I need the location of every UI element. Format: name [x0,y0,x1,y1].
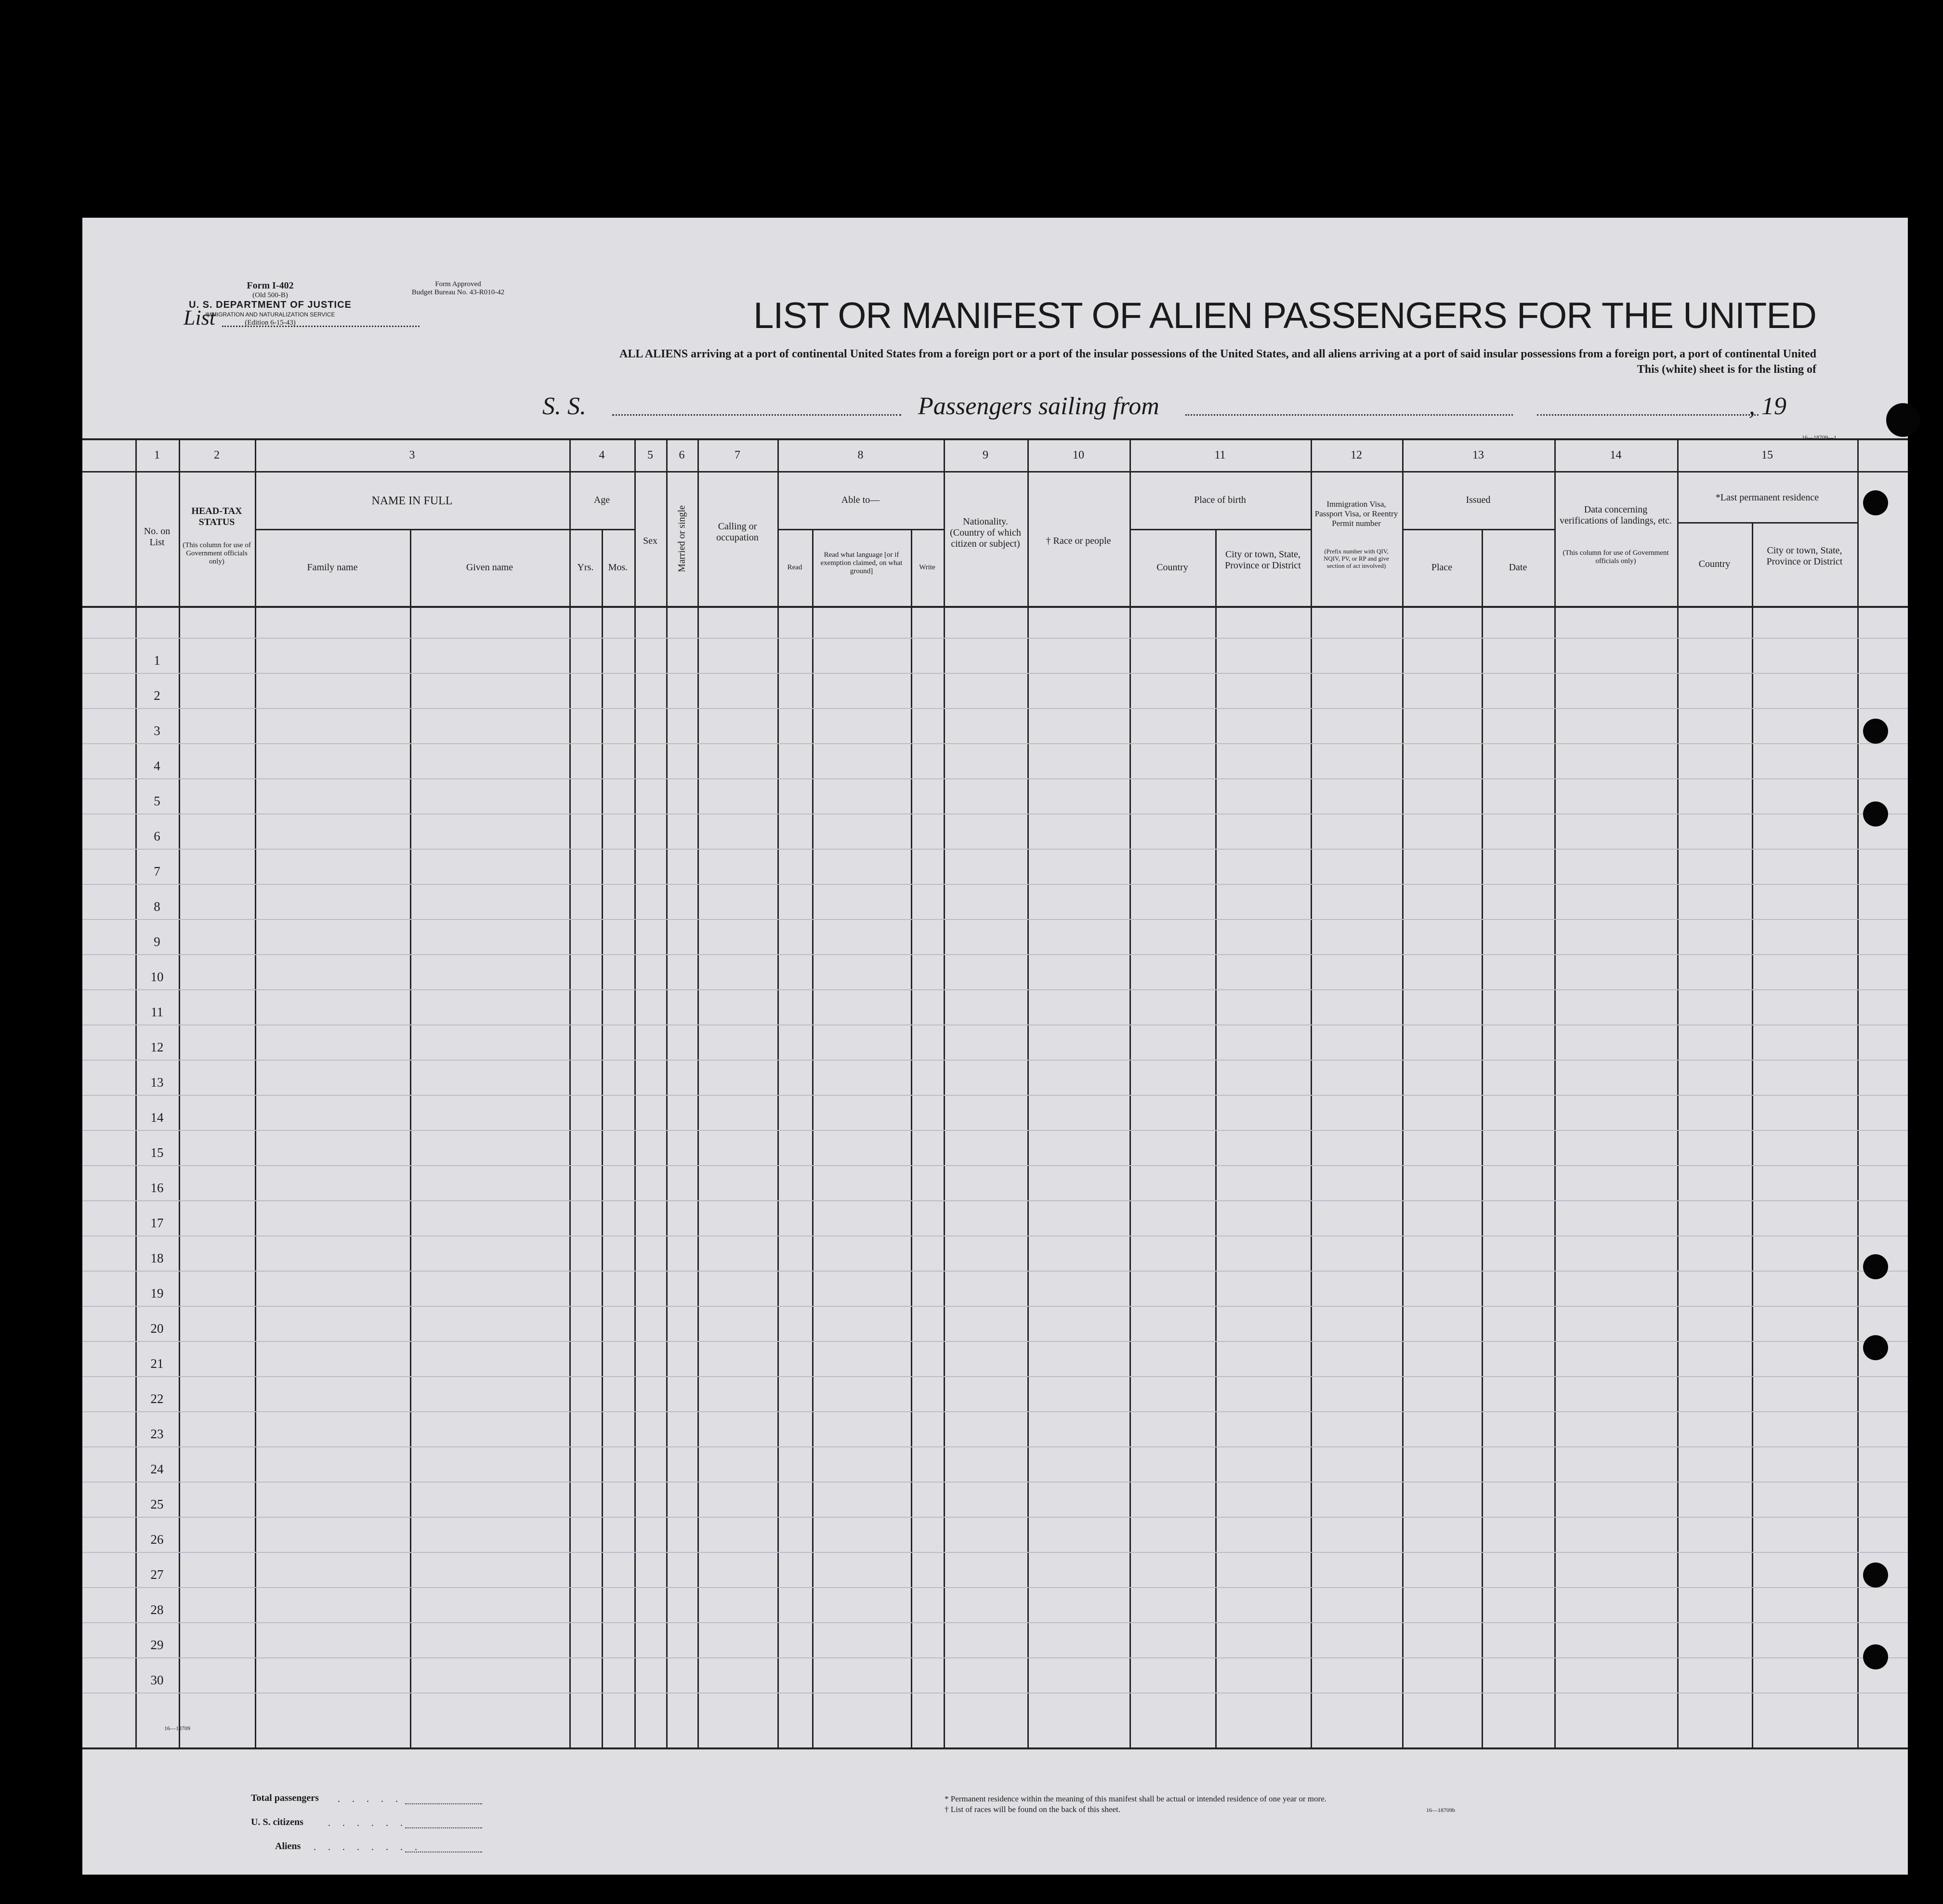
row-number: 11 [151,1005,163,1019]
col-num-13: 13 [1472,449,1484,461]
manifest-sheet [82,218,1908,1875]
aliens-label: Aliens [275,1841,301,1851]
row-line [82,1271,1908,1272]
row-number: 28 [150,1602,164,1617]
form-old-number: (Old 500-B) [252,291,288,299]
row-number: 19 [150,1286,164,1300]
sailing-from-label: Passengers sailing from [918,393,1159,420]
header-calling: Calling or occupation [716,521,759,543]
row-number: 18 [150,1251,164,1265]
col-num-5: 5 [647,449,653,461]
col-line-l [911,529,912,1747]
header-last-residence: *Last permanent residence [1715,492,1819,503]
residence-subheader-rule [1677,522,1857,524]
row-line [82,1376,1908,1377]
header-visa: Immigration Visa, Passport Visa, or Reentry Permit number [1314,499,1398,528]
row-line [82,778,1908,779]
year-label: , 19 [1749,393,1786,420]
row-number: 15 [150,1145,164,1160]
col-line-m [944,438,945,1747]
footnote-list-of-races: † List of races will be found on the back of this sheet. [945,1805,1120,1814]
list-label: List [184,306,216,329]
row-line [82,743,1908,744]
header-place-of-birth: Place of birth [1194,495,1246,505]
total-passengers-label: Total passengers [251,1793,319,1803]
column-number-rule [82,471,1908,473]
col-num-4: 4 [599,449,605,461]
budget-approval [386,280,530,297]
page-title: LIST OR MANIFEST OF ALIEN PASSENGERS FOR THE UNITED [753,295,1816,336]
name-subheader-rule [255,529,569,530]
header-race: † Race or people [1046,536,1111,546]
footer-print-code: 16—18709b [1426,1807,1455,1813]
service-name: IMMIGRATION AND NATURALIZATION SERVICE [205,311,335,318]
port-field[interactable] [1185,414,1513,416]
punch-hole [1863,490,1888,515]
punch-hole [1863,1254,1888,1279]
col-line-o [1129,438,1131,1747]
us-citizens-field[interactable] [405,1827,482,1828]
row-number: 25 [150,1497,164,1511]
col-line-w [1857,438,1859,1747]
approval-line-2: Budget Bureau No. 43-R010-42 [411,289,505,296]
torn-corner [1886,403,1920,437]
row-number: 26 [150,1532,164,1547]
row-line [82,1657,1908,1658]
header-married-or-single: Married or single [676,505,687,572]
col-line-b [179,438,180,1747]
footnote-permanent-residence: * Permanent residence within the meaning of this manifest shall be actual or intended residence of one year or more. [945,1794,1327,1803]
header-issued: Issued [1466,495,1491,505]
punch-hole [1863,801,1888,827]
header-able-to: Able to— [841,495,880,505]
col-num-7: 7 [735,449,740,461]
punch-hole [1863,719,1888,744]
able-subheader-rule [777,529,944,530]
header-head-tax-status: HEAD-TAX STATUS [191,506,242,527]
col-num-12: 12 [1351,449,1362,461]
col-line-g [634,438,636,1747]
header-write: Write [919,564,935,571]
row-line [82,1446,1908,1447]
header-visa-note: (Prefix number with QIV, NQIV, PV, or RP and give section of act involved) [1324,548,1389,569]
row-line [82,1482,1908,1483]
total-passengers-leader: . . . . . [338,1794,403,1804]
row-line [82,1306,1908,1307]
row-number: 7 [154,864,160,879]
row-number: 20 [150,1321,164,1336]
row-number: 29 [150,1638,164,1652]
col-num-2: 2 [214,449,220,461]
row-number: 3 [154,723,160,738]
form-edition: (Edition 6-15-43) [245,319,296,327]
subtitle-line-1: ALL ALIENS arriving at a port of continental United States from a foreign port or a port of the insular possessions of the United States, and all aliens arriving at a port of said insular possessions from a foreign port, a port of continental United [619,348,1816,360]
col-line-a [135,438,137,1747]
col-line-r [1402,438,1404,1747]
col-num-15: 15 [1761,449,1773,461]
row-line [82,673,1908,674]
row-line [82,849,1908,850]
row-number: 5 [154,794,160,808]
row-line [82,1130,1908,1131]
row-line [82,1552,1908,1553]
aliens-leader: . . . . . . . . [314,1842,422,1852]
table-bottom-rule [82,1747,1908,1749]
header-birth-country: Country [1156,562,1188,573]
col-line-s [1482,529,1483,1747]
department-name: U. S. DEPARTMENT OF JUSTICE [189,300,352,310]
row-number: 1 [154,653,160,668]
punch-hole [1863,1335,1888,1360]
birth-subheader-rule [1129,529,1311,530]
row-line [82,708,1908,709]
row-number: 2 [154,688,160,703]
row-number: 24 [150,1462,164,1476]
row-number: 27 [150,1567,164,1582]
header-residence-city: City or town, State, Province or District [1766,545,1843,567]
header-data-note: (This column for use of Government officials only) [1562,549,1669,565]
approval-line-1: Form Approved [435,280,481,288]
header-read: Read [787,564,802,571]
header-age-mos: Mos. [608,562,628,573]
row-line [82,1411,1908,1412]
col-num-3: 3 [409,449,415,461]
left-print-code: 16—18709 [164,1725,190,1732]
row-number: 23 [150,1427,164,1441]
row-line [82,1693,1908,1694]
col-line-t [1554,438,1556,1747]
header-bottom-rule [82,606,1908,608]
row-line [82,1622,1908,1623]
list-number-field[interactable] [222,326,420,327]
row-line [82,1095,1908,1096]
subtitle-line-2: This (white) sheet is for the listing of [1637,363,1816,376]
col-line-d [410,529,411,1747]
header-issued-place: Place [1431,562,1453,573]
row-number: 16 [150,1181,164,1195]
header-age-yrs: Yrs. [577,562,594,573]
form-number: Form I-402 [247,280,294,291]
header-age: Age [593,495,610,505]
row-line [82,638,1908,639]
header-read-language: Read what language [or if exemption claimed, on what ground] [820,551,903,575]
header-no-on-list: No. on List [144,526,171,548]
row-line [82,1517,1908,1518]
col-line-q [1311,438,1312,1747]
col-line-n [1027,438,1029,1747]
row-line [82,954,1908,955]
row-line [82,1587,1908,1588]
row-line [82,989,1908,990]
aliens-field[interactable] [405,1851,482,1852]
row-number: 4 [154,759,160,773]
us-citizens-label: U. S. citizens [251,1817,303,1827]
col-num-6: 6 [679,449,685,461]
col-num-11: 11 [1214,449,1226,461]
col-num-8: 8 [857,449,864,461]
col-num-14: 14 [1610,449,1622,461]
col-line-p [1215,529,1217,1747]
header-name-in-full: NAME IN FULL [371,495,453,507]
row-number: 12 [150,1040,164,1054]
row-line [82,1060,1908,1061]
row-number: 14 [150,1110,164,1125]
col-line-i [697,438,699,1747]
row-line [82,1341,1908,1342]
col-line-k [812,529,814,1747]
header-data-concerning: Data concerning verifications of landings, etc. [1560,504,1672,526]
header-nationality: Nationality. (Country of which citizen or subject) [950,516,1021,549]
top-print-code: 16—18709—1 [1802,434,1837,441]
row-line [82,1200,1908,1201]
row-number: 17 [150,1216,164,1230]
col-line-u [1677,438,1679,1747]
col-num-1: 1 [154,449,160,461]
header-residence-country: Country [1698,559,1731,569]
header-sex: Sex [643,536,657,546]
header-head-tax-note: (This column for use of Government officials only) [183,541,251,565]
row-number: 22 [150,1392,164,1406]
col-line-v [1752,522,1753,1747]
header-issued-date: Date [1509,562,1527,573]
row-number: 6 [154,829,160,843]
issued-subheader-rule [1402,529,1554,530]
table-top-rule [82,438,1908,440]
header-family-name: Family name [307,562,358,573]
row-line [82,1235,1908,1236]
total-passengers-field[interactable] [405,1803,482,1804]
ship-name-field[interactable] [612,414,901,416]
us-citizens-leader: . . . . . . [328,1818,407,1828]
row-line [82,1165,1908,1166]
col-num-9: 9 [983,449,988,461]
punch-hole [1863,1563,1888,1588]
col-line-h [666,438,668,1747]
col-line-e [569,438,571,1747]
row-line [82,919,1908,920]
punch-hole [1863,1644,1888,1669]
header-birth-city: City or town, State, Province or District [1225,549,1301,571]
row-number: 13 [150,1075,164,1090]
col-line-f [602,529,603,1747]
row-number: 9 [154,934,160,949]
row-number: 30 [150,1673,164,1687]
col-line-c [255,438,256,1747]
row-line [82,1024,1908,1025]
header-given-name: Given name [466,562,513,573]
row-number: 8 [154,899,160,914]
col-line-j [777,438,779,1747]
col-num-10: 10 [1073,449,1084,461]
row-number: 10 [150,970,164,984]
row-line [82,884,1908,885]
row-number: 21 [150,1356,164,1371]
date-field[interactable] [1537,414,1759,416]
ss-label: S. S. [542,393,586,420]
